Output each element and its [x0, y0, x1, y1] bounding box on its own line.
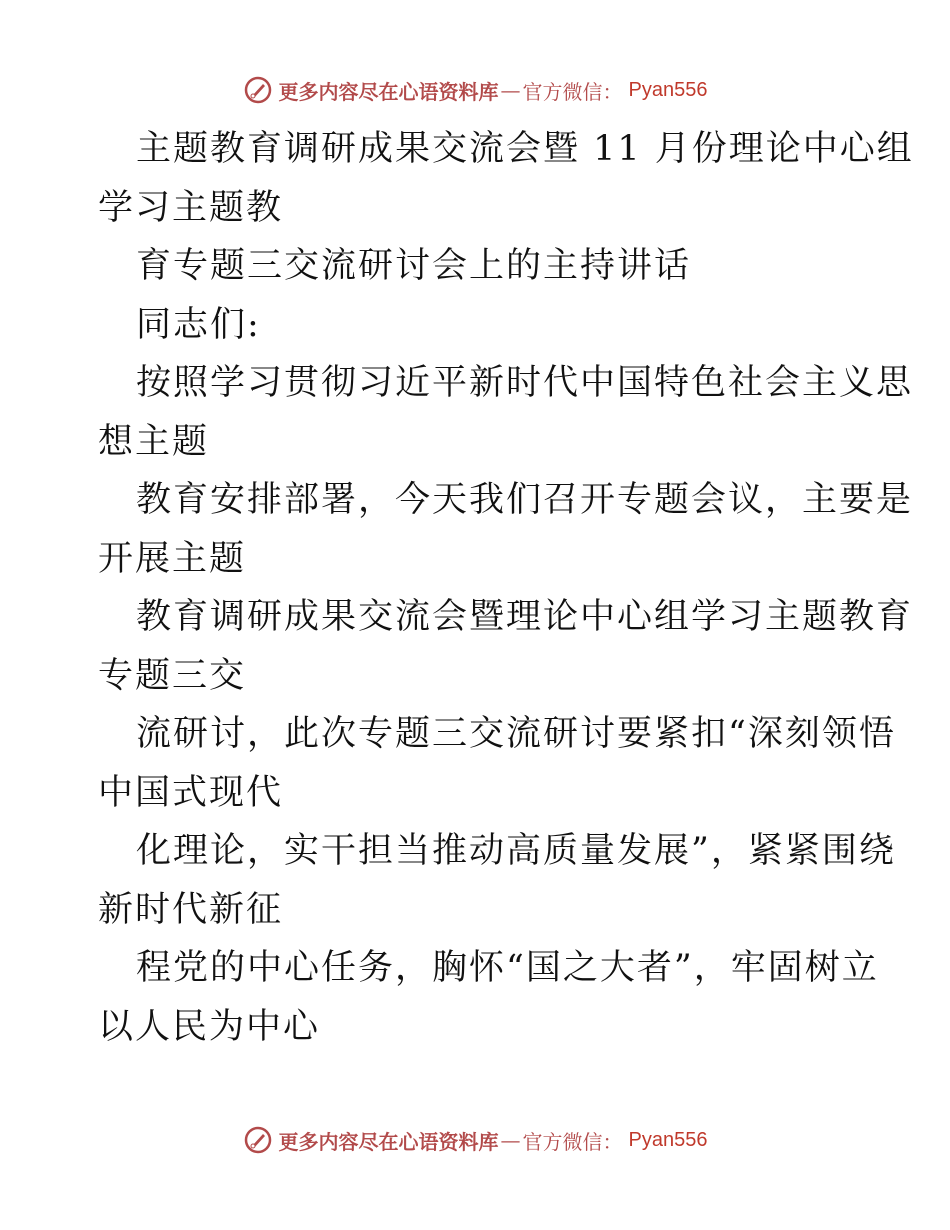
header-banner: [0, 70, 950, 110]
text-line: 主题教育调研成果交流会暨 11 月份理论中心组: [136, 129, 914, 169]
text-line: 按照学习贯彻习近平新时代中国特色社会主义思: [136, 363, 914, 403]
footer-site-text: 更多内容尽在心语资料库: [278, 1129, 499, 1154]
footer-wechat-label: 官方微信：: [522, 1129, 623, 1154]
header-wechat-label: 官方微信：: [522, 79, 623, 104]
text-line: 学习主题教: [98, 187, 284, 228]
footer-wechat-id: Pyan556: [628, 1128, 708, 1151]
text-line: 以人民为中心: [98, 1006, 321, 1047]
text-line: 化理论，实干担当推动高质量发展”，紧紧围绕: [136, 831, 896, 871]
text-line: 中国式现代: [98, 772, 284, 813]
footer-banner: [0, 1120, 950, 1160]
header-site-text: 更多内容尽在心语资料库: [278, 79, 499, 104]
header-separator: —: [500, 78, 521, 102]
text-line: 程党的中心任务，胸怀“国之大者”，牢固树立: [136, 948, 879, 988]
pen-nib-logo-icon: [243, 75, 273, 105]
document-body: [98, 120, 914, 1056]
text-line: 流研讨，此次专题三交流研讨要紧扣“深刻领悟: [136, 714, 896, 754]
text-line: 教育安排部署，今天我们召开专题会议，主要是: [136, 480, 914, 520]
header-wechat-id: Pyan556: [628, 78, 708, 101]
pen-nib-logo-icon: [243, 1125, 273, 1155]
text-line: 专题三交: [98, 655, 247, 696]
footer-separator: —: [500, 1128, 521, 1152]
text-line: 新时代新征: [98, 889, 284, 930]
text-line: 教育调研成果交流会暨理论中心组学习主题教育: [136, 597, 914, 637]
text-line: 育专题三交流研讨会上的主持讲话: [136, 246, 692, 286]
text-line: 开展主题: [98, 538, 247, 579]
text-line: 想主题: [98, 421, 210, 462]
salutation: 同志们:: [136, 304, 261, 345]
